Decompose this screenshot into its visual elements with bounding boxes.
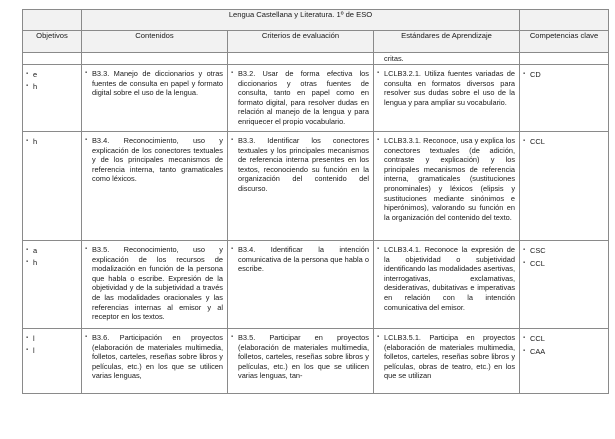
bullet-icon: ▪: [26, 346, 29, 353]
bullet-icon: ▪: [85, 246, 88, 252]
objetivo-item: ▪ h: [26, 257, 38, 267]
criterios-cell: ▪ B3.4. Identificar la intención comunicativa de la persona que habla o escribe.: [228, 241, 374, 329]
bullet-icon: ▪: [523, 335, 526, 341]
bullet-icon: ▪: [231, 137, 234, 143]
curriculum-table: [22, 9, 609, 394]
criterios-cell: ▪ B3.5. Participar en proyectos (elaboración de materiales multimedia, folletos, carteles, reseñas sobre libros y películas, etc.) en los que se utilicen varias lenguas, tan-: [228, 329, 374, 394]
contenidos-cell: ▪ B3.5. Reconocimiento, uso y explicación de los recursos de modalización en función de la persona que habla o escribe. Expresión de la objetividad y de la subjetividad a través de las modalidades oracionales y las referencias internas al emisor y al receptor en los textos.: [82, 241, 228, 329]
bullet-icon: ▪: [26, 258, 29, 265]
table-title-row: [23, 10, 609, 31]
competencias-cell: [520, 132, 609, 241]
competencia-item: ▪ CCL: [523, 137, 545, 146]
bullet-icon: ▪: [377, 334, 380, 340]
objetivo-item: ▪ h: [26, 137, 38, 146]
competencia-item: ▪ CCL: [523, 258, 545, 268]
bullet-icon: ▪: [85, 334, 88, 340]
contenidos-cell: ▪ B3.3. Manejo de diccionarios y otras fuentes de consulta en papel y formato digital sobre el uso de la lengua.: [82, 65, 228, 132]
bullet-icon: ▪: [26, 138, 29, 144]
competencias-cell: [520, 329, 609, 394]
objetivo-item: ▪ l: [26, 334, 35, 343]
criterios-cell: ▪ B3.3. Identificar los conectores textuales y los principales mecanismos de referencia interna presentes en los textos, reconociendo su función en la organización del contenido del discurso.: [228, 132, 374, 241]
bullet-icon: ▪: [523, 259, 526, 266]
bullet-icon: ▪: [231, 334, 234, 340]
bullet-icon: ▪: [377, 137, 380, 143]
competencias-cell: [520, 241, 609, 329]
competencia-item: ▪ CSC: [523, 246, 546, 255]
competencia-item: ▪ CD: [523, 70, 541, 79]
bullet-icon: ▪: [523, 138, 526, 144]
header-objetivos: Objetivos: [23, 31, 82, 53]
objetivos-cell: [23, 65, 82, 132]
estandares-cell: ▪ LCLB3.4.1. Reconoce la expresión de la objetividad o subjetividad identificando las modalidades asertivas, interrogativas, exclamativas, desiderativas, dubitativas e imperativas en relación con la intención comunicativa del emisor.: [374, 241, 520, 329]
objetivo-item: ▪ h: [26, 81, 38, 91]
table-row: [23, 329, 609, 394]
objetivos-cell: [23, 329, 82, 394]
table-header-row: [23, 31, 609, 53]
objetivo-item: ▪ e: [26, 70, 38, 79]
competencia-item: ▪ CCL: [523, 334, 545, 343]
criterios-cell: ▪ B3.2. Usar de forma efectiva los diccionarios y otras fuentes de consulta, tanto en papel como en formato digital, para resolver dudas en relación al manejo de la lengua y para enriquecer el propio vocabulario.: [228, 65, 374, 132]
bullet-icon: ▪: [26, 247, 29, 253]
objetivos-cell: [23, 132, 82, 241]
bullet-icon: ▪: [377, 246, 380, 252]
continuation-row: [23, 53, 609, 65]
bullet-icon: ▪: [523, 71, 526, 77]
header-contenidos: Contenidos: [82, 31, 228, 53]
table-row: [23, 132, 609, 241]
table-row: [23, 241, 609, 329]
bullet-icon: ▪: [85, 70, 88, 76]
bullet-icon: ▪: [523, 347, 526, 354]
bullet-icon: ▪: [26, 71, 29, 77]
contenidos-cell: ▪ B3.6. Participación en proyectos (elaboración de materiales multimedia, folletos, carteles, reseñas sobre libros y películas, etc.) en los que se utilicen varias lenguas,: [82, 329, 228, 394]
bullet-icon: ▪: [85, 137, 88, 143]
estandares-cell: ▪ LCLB3.3.1. Reconoce, usa y explica los conectores textuales (de adición, contraste y explicación) y los principales mecanismos de referencia interna, gramaticales (sustituciones pronominales) y léxicos (elipsis y sustituciones mediante sinónimos e hiperónimos), valorando su función en la organización del contenido del texto.: [374, 132, 520, 241]
estandares-cell: ▪ LCLB3.2.1. Utiliza fuentes variadas de consulta en formatos diversos para resolver sus dudas sobre el uso de la lengua y para ampliar su vocabulario.: [374, 65, 520, 132]
title-blank-cell: [23, 10, 82, 31]
bullet-icon: ▪: [26, 335, 29, 341]
contenidos-cell: ▪ B3.4. Reconocimiento, uso y explicación de los conectores textuales y de los principales mecanismos de referencia interna, tanto gramaticales como léxicos.: [82, 132, 228, 241]
header-estandares: Estándares de Aprendizaje: [374, 31, 520, 53]
bullet-icon: ▪: [26, 82, 29, 89]
bullet-icon: ▪: [377, 70, 380, 76]
bullet-icon: ▪: [231, 246, 234, 252]
title-blank-cell: [520, 10, 609, 31]
header-criterios: Criterios de evaluación: [228, 31, 374, 53]
bullet-icon: ▪: [523, 247, 526, 253]
table-title: Lengua Castellana y Literatura. 1º de ESO: [82, 10, 520, 31]
header-competencias: Competencias clave: [520, 31, 609, 53]
objetivo-item: ▪ l: [26, 345, 35, 355]
objetivos-cell: [23, 241, 82, 329]
competencias-cell: [520, 65, 609, 132]
objetivo-item: ▪ a: [26, 246, 38, 255]
bullet-icon: ▪: [231, 70, 234, 76]
competencia-item: ▪ CAA: [523, 346, 546, 356]
continuation-text: critas.: [384, 54, 404, 63]
table-row: [23, 65, 609, 132]
estandares-cell: ▪ LCLB3.5.1. Participa en proyectos (elaboración de materiales multimedia, folletos, carteles, reseñas sobre libros y películas, obras de teatro, etc.) en los que se utilizan: [374, 329, 520, 394]
